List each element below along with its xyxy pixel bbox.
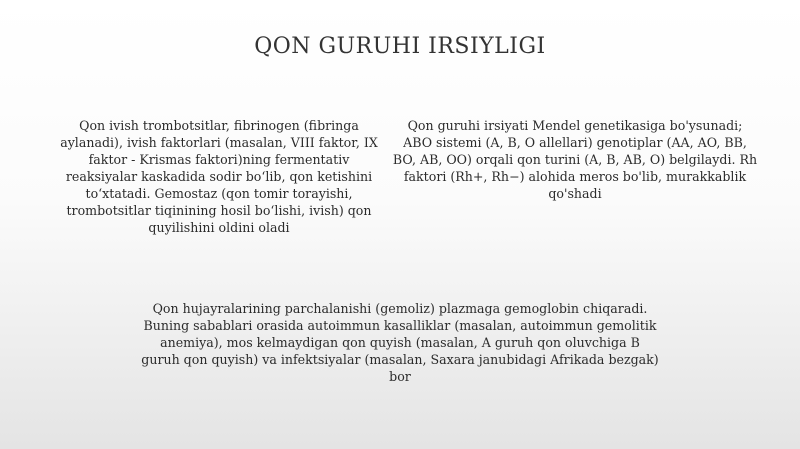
slide-title: QON GURUHI IRSIYLIGI — [254, 34, 546, 59]
hemolysis-paragraph: Qon hujayralarining parchalanishi (gemoliz) plazmaga gemoglobin chiqaradi. Buning sabablari orasida autoimmun kasalliklar (masalan, autoimmun gemolitik anemiya), mos kelmaydigan qon quyish (masalan, A guruh qon oluvchiga B guruh qon quyish) va infektsiyalar (masalan, Saxara janubidagi Afrikada bezgak) bor — [141, 301, 659, 384]
blood-clotting-paragraph: Qon ivish trombotsitlar, fibrinogen (fibringa aylanadi), ivish faktorlari (masalan, VIII faktor, IX faktor - Krismas faktori)ning fermentativ reaksiyalar kaskadida sodir bo‘lib, qon ketishini to‘xtatadi. Gemostaz (qon tomir torayishi, trombotsitlar tiqinining hosil bo‘lishi, ivish) qon quyilishini oldini oladi — [60, 118, 378, 235]
blood-group-inheritance-paragraph: Qon guruhi irsiyati Mendel genetikasiga bo'ysunadi; ABO sistemi (A, B, O allellari) genotiplar (AA, AO, BB, BO, AB, OO) orqali qon turini (A, B, AB, O) belgilaydi. Rh faktori (Rh+, Rh−) alohida meros bo'lib, murakkablik qo'shadi — [392, 118, 758, 201]
